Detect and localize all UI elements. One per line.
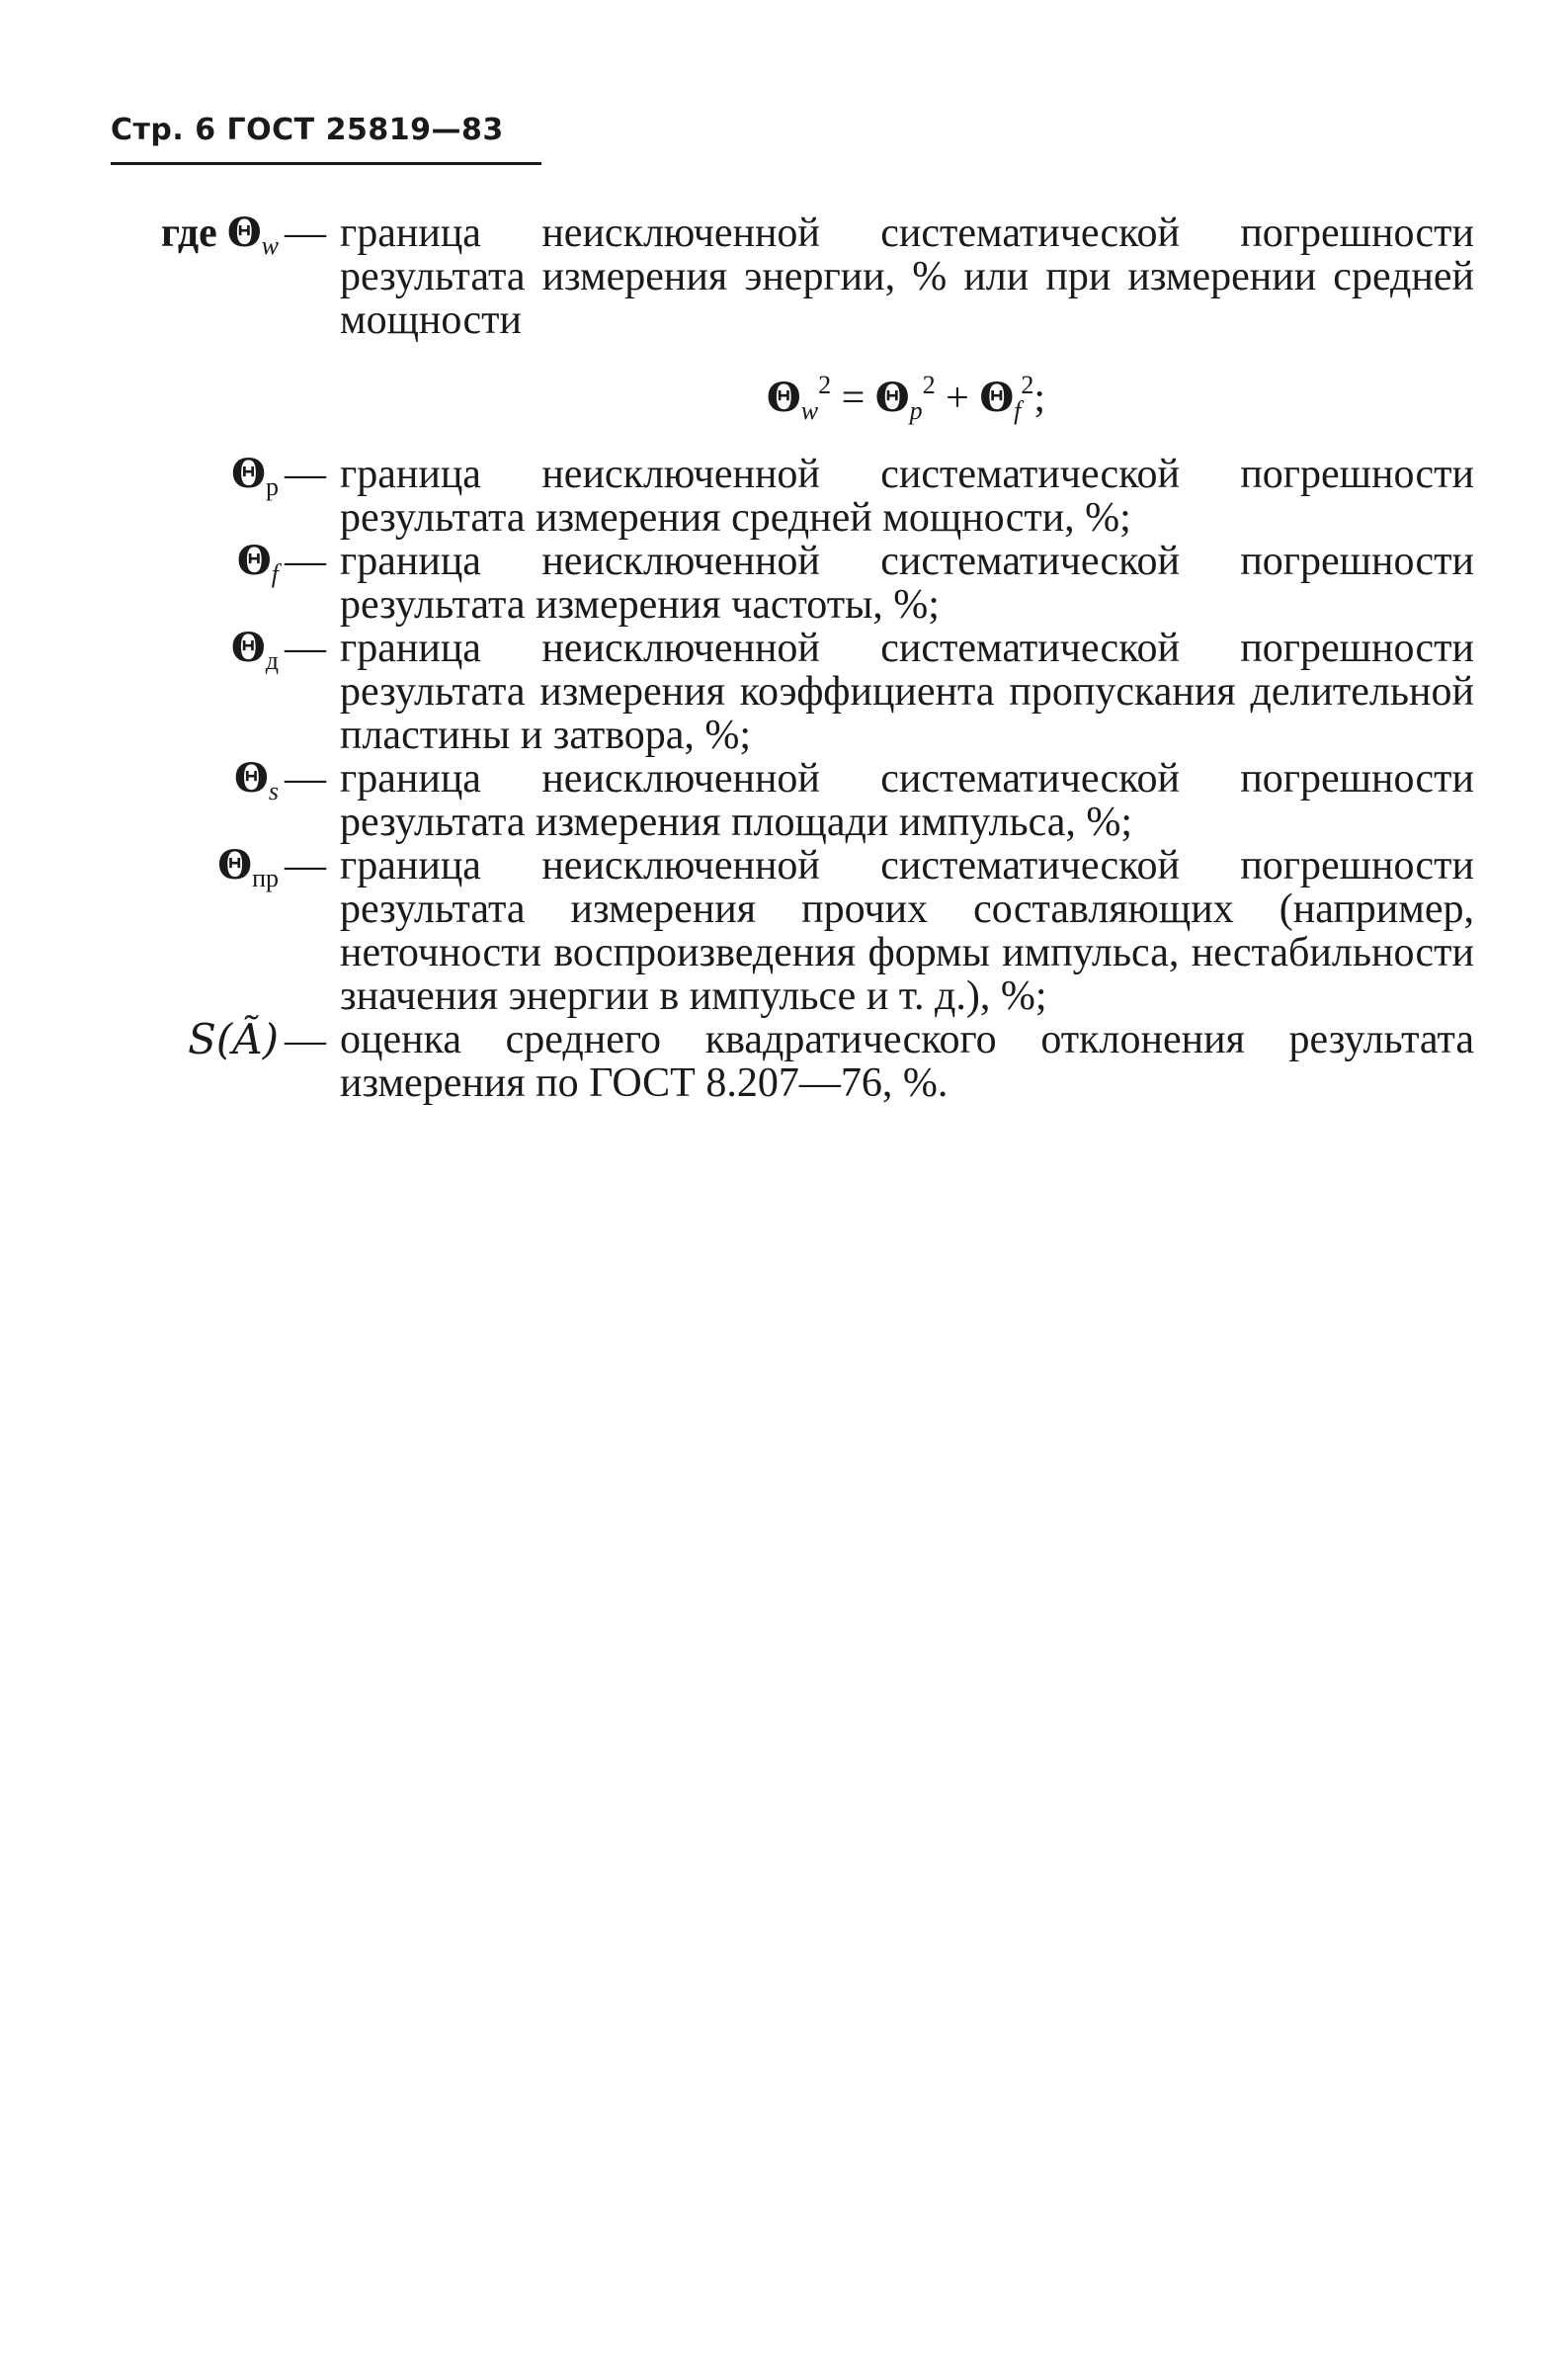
definition-dash: —: [285, 211, 326, 256]
definition-dash: —: [285, 843, 326, 888]
formula-subscript: p: [909, 396, 923, 425]
theta-symbol: Θ: [236, 538, 272, 584]
formula: [111, 358, 1474, 439]
definition-term: [111, 211, 326, 268]
definition-theta-pr: [111, 844, 1474, 1018]
definition-term: [111, 1015, 326, 1063]
theta-symbol: Θ: [226, 210, 262, 256]
formula-plus: +: [946, 376, 969, 421]
definition-text: оценка среднего квадратического отклонения результата измерения по ГОСТ 8.207—76, %.: [340, 1017, 1474, 1106]
theta-symbol: Θ: [234, 755, 269, 802]
definition-dash: —: [285, 539, 326, 584]
symbol-subscript: д: [265, 646, 279, 675]
definition-theta-d: [111, 627, 1474, 757]
theta-symbol: Θ: [766, 375, 801, 421]
definition-theta-w: [111, 211, 1474, 342]
definition-term: [111, 540, 326, 596]
symbol-subscript: пр: [252, 864, 279, 892]
theta-symbol: Θ: [217, 842, 253, 888]
definition-text: граница неисключенной систематической погрешности результата измерения площади импульса, %;: [340, 756, 1474, 845]
header-rule: [111, 162, 541, 165]
definition-term: [111, 757, 326, 813]
definitions-list: [111, 211, 1474, 1105]
symbol-subscript: w: [261, 231, 279, 260]
formula-exponent: 2: [922, 371, 936, 399]
definition-dash: —: [285, 1018, 326, 1063]
definition-text: граница неисключенной систематической погрешности результата измерения прочих составляющих (например, неточности воспроизведения формы импульса, нестабильности значения энергии в импульсе и т. д.), %;: [340, 843, 1474, 1019]
symbol-subscript: s: [268, 777, 279, 805]
symbol-subscript: f: [271, 559, 279, 588]
definition-dash: —: [285, 626, 326, 671]
definition-text: граница неисключенной систематической погрешности результата измерения средней мощности, %;: [340, 452, 1474, 541]
theta-symbol: Θ: [874, 375, 910, 421]
formula-equals: =: [841, 376, 866, 421]
definition-text: граница неисключенной систематической погрешности результата измерения энергии, % или при измерении средней мощности: [340, 211, 1474, 343]
definition-text: граница неисключенной систематической погрешности результата измерения коэффициента пропускания делительной пластины и затвора, %;: [340, 626, 1474, 758]
definition-theta-s: [111, 757, 1474, 844]
formula-exponent: 2: [1021, 371, 1034, 399]
formula-subscript: f: [1014, 396, 1022, 425]
definition-text: граница неисключенной систематической погрешности результата измерения частоты, %;: [340, 539, 1474, 628]
formula-subscript: w: [800, 396, 819, 425]
definition-dash: —: [285, 756, 326, 802]
definition-term: [111, 844, 326, 900]
formula-end: ;: [1033, 376, 1046, 421]
theta-symbol: Θ: [231, 451, 266, 497]
intro-word: где: [160, 211, 217, 256]
definition-std-deviation: [111, 1015, 1474, 1106]
formula-exponent: 2: [818, 371, 832, 399]
symbol-subscript: р: [266, 472, 279, 501]
theta-symbol: Θ: [230, 625, 266, 671]
definition-theta-p: [111, 453, 1474, 540]
definition-term: [111, 453, 326, 509]
definition-dash: —: [285, 452, 326, 497]
theta-symbol: Θ: [979, 375, 1015, 421]
page-header: Стр. 6 ГОСТ 25819—83: [111, 113, 504, 147]
definition-theta-f: [111, 540, 1474, 627]
definition-term: [111, 627, 326, 683]
std-deviation-symbol: S(Ã): [188, 1015, 279, 1063]
